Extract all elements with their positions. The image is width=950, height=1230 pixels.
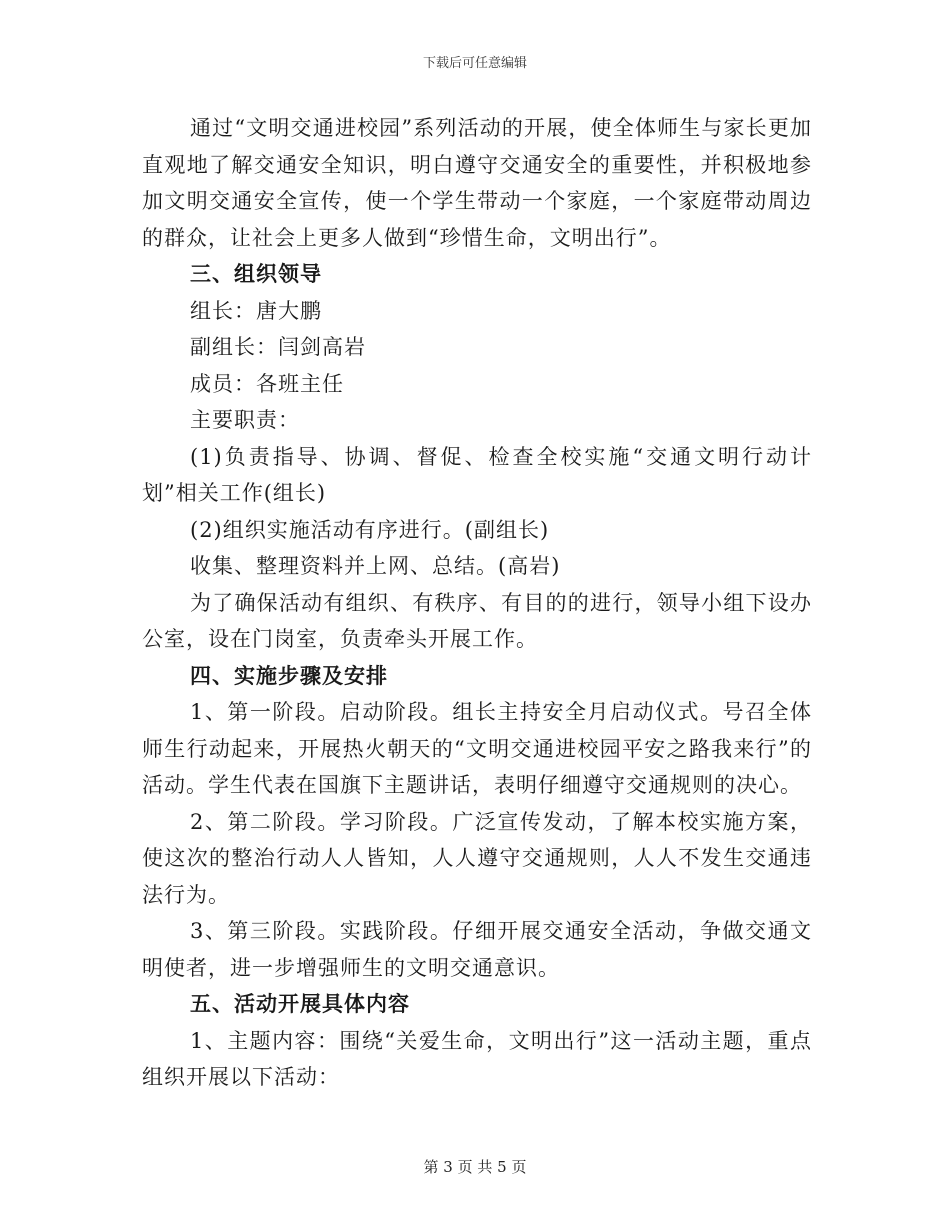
section-heading: 四、实施步骤及安排: [190, 662, 388, 688]
paragraph: 主要职责：: [190, 408, 300, 432]
section-heading: 三、组织领导: [190, 261, 322, 286]
paragraph: (2)组织实施活动有序进行。(副组长): [190, 517, 550, 542]
section-heading: 五、活动开展具体内容: [190, 991, 410, 1016]
paragraph: 2、第二阶段。学习阶段。广泛宣传发动，了解本校实施方案，使这次的整治行动人人皆知，人人遵守交通规则，人人不发生交通违法行为。: [142, 809, 812, 907]
paragraph: 通过“文明交通进校园”系列活动的开展，使全体师生与家长更加直观地了解交通安全知识，明白遵守交通安全的重要性，并积极地参加文明交通安全宣传，使一个学生带动一个家庭，一个家庭带动周边的群众，让社会上更多人做到“珍惜生命，文明出行”。: [142, 116, 812, 250]
paragraph: 收集、整理资料并上网、总结。(高岩): [190, 554, 561, 578]
page-footer: 第 3 页 共 5 页: [423, 1158, 527, 1176]
paragraph: 为了确保活动有组织、有秩序、有目的的进行，领导小组下设办公室，设在门岗室，负责牵头开展工作。: [142, 590, 812, 651]
paragraph: 1、主题内容：围绕“关爱生命，文明出行”这一活动主题，重点组织开展以下活动：: [142, 1028, 812, 1089]
paragraph: 3、第三阶段。实践阶段。仔细开展交通安全活动，争做交通文明使者，进一步增强师生的文明交通意识。: [142, 919, 812, 980]
document-body: [142, 110, 812, 1096]
paragraph: 成员：各班主任: [190, 371, 344, 396]
paragraph: 1、第一阶段。启动阶段。组长主持安全月启动仪式。号召全体师生行动起来，开展热火朝天的“文明交通进校园平安之路我来行”的活动。学生代表在国旗下主题讲话，表明仔细遵守交通规则的决心。: [142, 700, 812, 797]
paragraph: 副组长：闫剑高岩: [190, 335, 366, 359]
page-header: 下载后可任意编辑: [422, 56, 527, 71]
paragraph: 组长：唐大鹏: [190, 298, 322, 323]
paragraph: (1)负责指导、协调、督促、检查全校实施“交通文明行动计划”相关工作(组长): [142, 444, 812, 505]
